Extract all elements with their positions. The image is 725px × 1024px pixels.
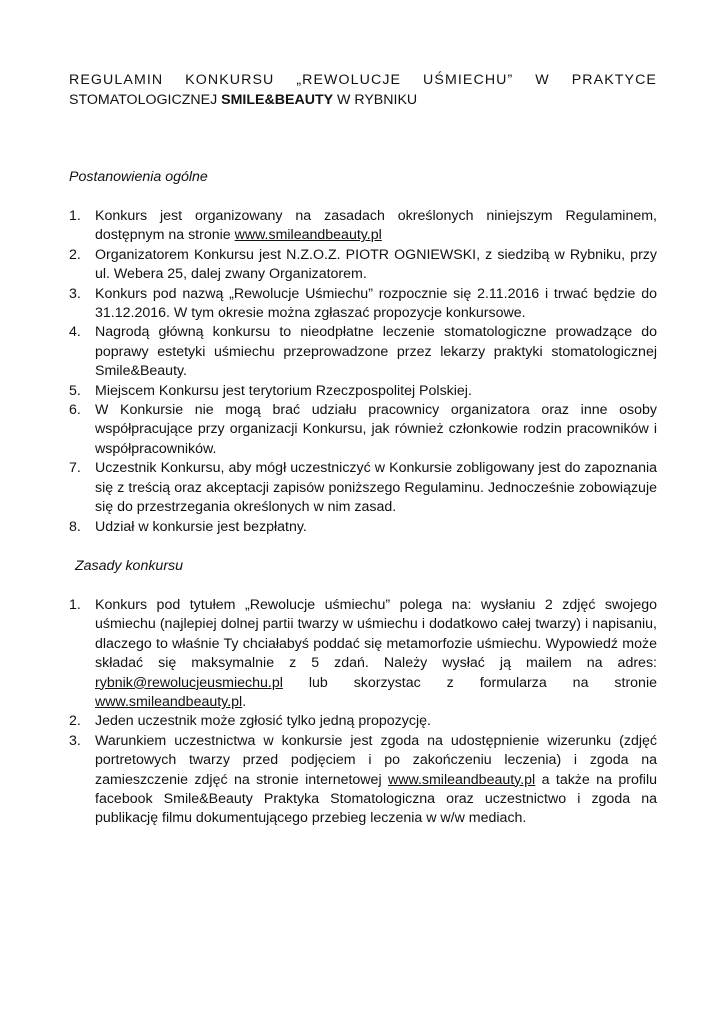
section-heading-contest-rules: Zasady konkursu xyxy=(75,558,184,574)
item-text: . xyxy=(242,694,247,711)
item-number: 1. xyxy=(69,208,81,224)
list-item xyxy=(69,732,657,829)
item-text: Organizatorem Konkursu jest N.Z.O.Z. PIOTR OGNIEWSKI, z siedzibą w Rybniku, przy ul. Webera 25, dalej zwany Organizatorem. xyxy=(95,246,657,283)
list-item xyxy=(69,401,657,459)
list-item xyxy=(69,596,657,712)
item-number: 2. xyxy=(69,246,81,263)
item-text: Uczestnik Konkursu, aby mógł uczestniczyć w Konkursie zobligowany jest do zapoznania się z treścią oraz akceptacji zapisów poniższego Regulaminu. Jednocześnie zobowiązuje się do przestrzegania określonych w nim zasad. xyxy=(95,460,657,516)
contest-rules-list xyxy=(69,596,657,829)
item-number: 3. xyxy=(69,285,81,302)
list-item xyxy=(69,285,657,324)
item-text: W Konkursie nie mogą brać udziału pracownicy organizatora oraz inne osoby współpracujące przy organizacji Konkursu, jak również członkowie rodzin pracowników i współpracowników. xyxy=(95,402,657,457)
item-text: Konkurs pod tytułem „Rewolucje uśmiechu” polega na: wysłaniu 2 zdjęć swojego uśmiechu (najlepiej dolnej partii twarzy w uśmiechu i dodatkowo całej twarzy) i napisaniu, dlaczego to właśnie Ty chciałabyś poddać się metamorfozie uśmiechu. Wypowiedź może składać się maksymalnie z 5 zdań. Należy wysłać ją mailem na adres: xyxy=(95,597,657,672)
list-item xyxy=(69,459,657,517)
item-number: 1. xyxy=(69,597,81,613)
title-brand-name: SMILE&BEAUTY xyxy=(221,92,334,108)
item-text: Jeden uczestnik może zgłosić tylko jedną propozycję. xyxy=(95,713,431,730)
general-provisions-list xyxy=(69,207,657,537)
item-text: Nagrodą główną konkursu to nieodpłatne leczenie stomatologiczne prowadzące do poprawy estetyki uśmiechu przeprowadzone przez lekarzy praktyki stomatologicznej Smile&Beauty. xyxy=(95,324,657,380)
item-text: a także na profilu facebook Smile&Beauty Praktyka Stomatologiczna oraz uczestnictwo i zgoda na publikację filmu dokumentującego przebieg leczenia w w/w mediach. xyxy=(95,771,657,827)
item-text: Konkurs pod nazwą „Rewolucje Uśmiechu” rozpocznie się 2.11.2016 i trwać będzie do 31.12.2016. W tym okresie można zgłaszać propozycje konkursowe. xyxy=(95,285,657,322)
email-link[interactable]: rybnik@rewolucjeusmiechu.pl xyxy=(95,674,283,691)
website-link[interactable]: www.smileandbeauty.pl xyxy=(234,227,382,244)
item-text: lub skorzystac z formularza na stronie xyxy=(282,674,657,691)
website-link[interactable]: www.smileandbeauty.pl xyxy=(95,694,243,711)
title-line-2-start: STOMATOLOGICZNEJ xyxy=(69,92,222,108)
list-item xyxy=(69,382,657,401)
list-item xyxy=(69,712,657,731)
item-number: 4. xyxy=(69,324,81,341)
item-number: 5. xyxy=(69,382,81,399)
title-line-2 xyxy=(69,90,657,110)
item-number: 2. xyxy=(69,713,81,730)
item-number: 6. xyxy=(69,402,81,419)
item-text: Miejscem Konkursu jest terytorium Rzeczpospolitej Polskiej. xyxy=(95,382,472,399)
list-item xyxy=(69,323,657,381)
item-text: Konkurs jest organizowany na zasadach określonych niniejszym Regulaminem, dostępnym na stronie xyxy=(95,208,657,244)
section-heading-general-provisions: Postanowienia ogólne xyxy=(69,169,208,185)
document-title xyxy=(69,70,657,110)
title-line-1: REGULAMIN KONKURSU „REWOLUCJE UŚMIECHU” W PRAKTYCE xyxy=(69,72,657,88)
title-line-2-end: W RYBNIKU xyxy=(333,92,418,108)
item-number: 8. xyxy=(69,518,81,535)
list-item xyxy=(69,518,657,537)
item-number: 7. xyxy=(69,460,81,477)
item-text: Warunkiem uczestnictwa w konkursie jest zgoda na udostępnienie wizerunku (zdjęć portretowych twarzy przed podjęciem i po zakończeniu leczenia) i zgoda na zamieszczenie zdjęć na stronie internetowej xyxy=(95,732,657,788)
item-number: 3. xyxy=(69,732,81,749)
website-link[interactable]: www.smileandbeauty.pl xyxy=(388,771,536,788)
item-text: Udział w konkursie jest bezpłatny. xyxy=(95,518,307,535)
list-item xyxy=(69,207,657,246)
list-item xyxy=(69,246,657,285)
